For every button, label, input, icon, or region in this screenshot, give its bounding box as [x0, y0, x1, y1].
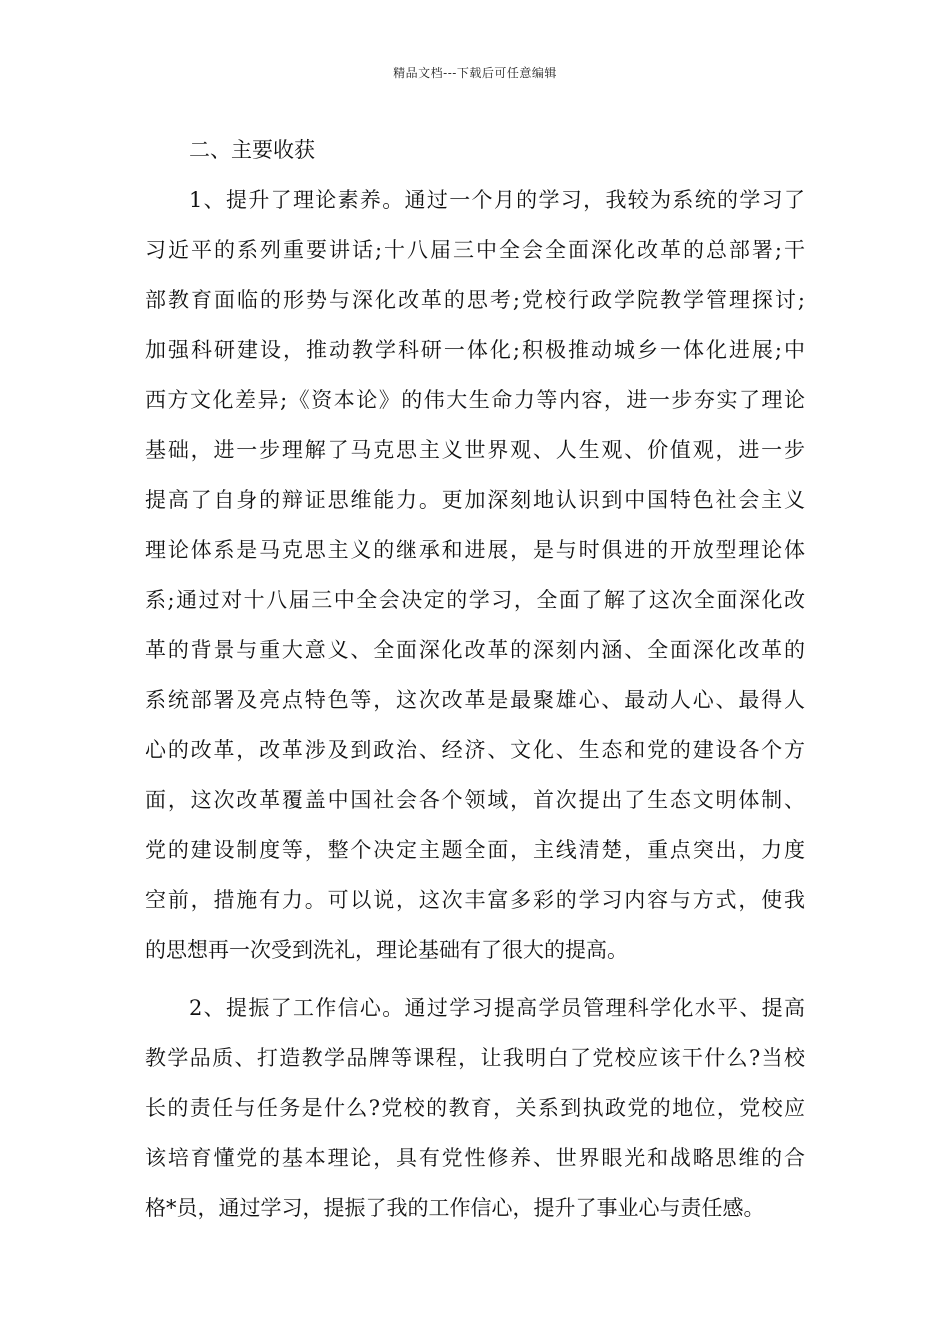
- section-heading: 二、主要收获: [189, 138, 315, 162]
- paragraph-line: 西方文化差异;《资本论》的伟大生命力等内容，进一步夯实了理论: [145, 388, 805, 412]
- paragraph-line: 习近平的系列重要讲话;十八届三中全会全面深化改革的总部署;干: [145, 238, 805, 262]
- paragraph-1: [145, 175, 805, 975]
- paragraph-line: 心的改革，改革涉及到政治、经济、文化、生态和党的建设各个方: [145, 738, 805, 762]
- paragraph-line: 革的背景与重大意义、全面深化改革的深刻内涵、全面深化改革的: [145, 638, 805, 662]
- paragraph-line: 提高了自身的辩证思维能力。更加深刻地认识到中国特色社会主义: [145, 488, 805, 512]
- paragraph-line: 基础，进一步理解了马克思主义世界观、人生观、价值观，进一步: [145, 438, 805, 462]
- document-body: [145, 125, 805, 1233]
- paragraph-line: 该培育懂党的基本理论，具有党性修养、世界眼光和战略思维的合: [145, 1146, 805, 1170]
- paragraph-spacer: [145, 975, 805, 983]
- paragraph-2: [145, 983, 805, 1233]
- paragraph-line: 长的责任与任务是什么?党校的教育，关系到执政党的地位，党校应: [145, 1096, 805, 1120]
- paragraph-line: 教学品质、打造教学品牌等课程，让我明白了党校应该干什么?当校: [145, 1046, 805, 1070]
- page-header-watermark: 精品文档---下载后可任意编辑: [393, 66, 557, 80]
- paragraph-line: 系统部署及亮点特色等，这次改革是最聚雄心、最动人心、最得人: [145, 688, 805, 712]
- paragraph-line: 理论体系是马克思主义的继承和进展，是与时俱进的开放型理论体: [145, 538, 805, 562]
- paragraph-line: 1、提升了理论素养。通过一个月的学习，我较为系统的学习了: [189, 188, 805, 212]
- paragraph-line: 2、提振了工作信心。通过学习提高学员管理科学化水平、提高: [189, 996, 805, 1020]
- paragraph-line: 系;通过对十八届三中全会决定的学习，全面了解了这次全面深化改: [145, 588, 805, 612]
- paragraph-line: 空前，措施有力。可以说，这次丰富多彩的学习内容与方式，使我: [145, 888, 805, 912]
- paragraph-line: 部教育面临的形势与深化改革的思考;党校行政学院教学管理探讨;: [145, 288, 805, 312]
- paragraph-line: 的思想再一次受到洗礼，理论基础有了很大的提高。: [145, 938, 628, 962]
- paragraph-line: 面，这次改革覆盖中国社会各个领域，首次提出了生态文明体制、: [145, 788, 805, 812]
- paragraph-line: 格*员，通过学习，提振了我的工作信心，提升了事业心与责任感。: [145, 1196, 765, 1220]
- paragraph-line: 党的建设制度等，整个决定主题全面，主线清楚，重点突出，力度: [145, 838, 805, 862]
- paragraph-line: 加强科研建设，推动教学科研一体化;积极推动城乡一体化进展;中: [145, 338, 805, 362]
